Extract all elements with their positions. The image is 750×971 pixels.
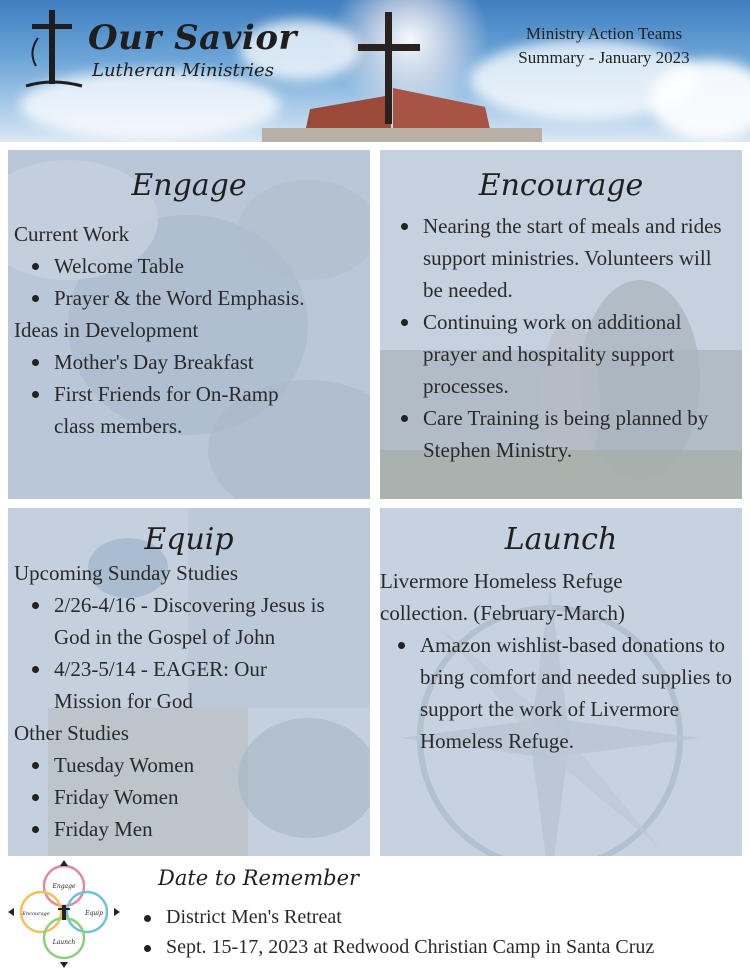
list-item: Friday Men [14,813,364,845]
list-item: First Friends for On-Ramp class members. [14,378,314,442]
engage-ideas-list [14,346,364,442]
church-cross [385,12,392,124]
equip-other-list [14,749,364,845]
list-item: Friday Women [14,781,364,813]
launch-list [380,629,738,757]
list-item: District Men's Retreat [126,902,746,932]
launch-body [380,565,738,757]
report-heading [498,22,710,70]
footer-body [126,902,746,962]
engage-current-list [14,250,364,314]
list-item: Welcome Table [14,250,364,282]
list-item: Mother's Day Breakfast [14,346,364,378]
equip-title: Equip [144,522,234,557]
encourage-body [383,210,735,466]
list-item: Nearing the start of meals and rides support ministries. Volunteers will be needed. [383,210,735,306]
ministry-rings-logo [8,860,120,968]
list-item: 4/23-5/14 - EAGER: Our Mission for God [14,653,304,717]
church-wall [262,128,542,142]
list-item: Tuesday Women [14,749,364,781]
equip-sunday-list [14,589,364,717]
report-title: Ministry Action Teams [525,24,683,43]
engage-section-heading: Ideas in Development [14,318,199,342]
encourage-title: Encourage [478,168,644,203]
cloud-shape [650,60,750,140]
list-item: Amazon wishlist-based donations to bring comfort and needed supplies to support the work of Livermore Homeless Refuge. [380,629,738,757]
list-item: 2/26-4/16 - Discovering Jesus is God in the Gospel of John [14,589,364,653]
ring-label-right: Equip [85,910,103,917]
list-item: Care Training is being planned by Stephen Ministry. [383,402,735,466]
list-item: Sept. 15-17, 2023 at Redwood Christian Camp in Santa Cruz [126,932,746,962]
launch-panel [380,508,742,856]
logo-title: Our Savior [88,18,297,58]
footer-title: Date to Remember [158,866,360,890]
ring-label-top: Engage [52,883,76,890]
equip-section-heading: Other Studies [14,721,129,745]
ring-label-left: Encourage [22,911,50,917]
header-banner [0,0,750,142]
engage-panel [8,150,370,499]
report-subtitle: Summary - January 2023 [518,48,690,67]
footer-list [126,902,746,962]
ring-label-bottom: Launch [52,939,76,946]
launch-title: Launch [504,522,618,557]
church-cross [358,44,420,51]
encourage-list [383,210,735,466]
equip-panel [8,508,370,856]
equip-body [14,557,364,845]
list-item: Continuing work on additional prayer and hospitality support processes. [383,306,735,402]
engage-title: Engage [131,168,247,203]
launch-intro: Livermore Homeless Refuge collection. (February-March) [380,569,625,625]
encourage-panel [380,150,742,499]
engage-body [14,218,364,442]
engage-section-heading: Current Work [14,222,130,246]
list-item: Prayer & the Word Emphasis. [14,282,364,314]
equip-section-heading: Upcoming Sunday Studies [14,561,238,585]
logo-subtitle: Lutheran Ministries [92,60,274,81]
cross-logo-icon [18,8,88,90]
